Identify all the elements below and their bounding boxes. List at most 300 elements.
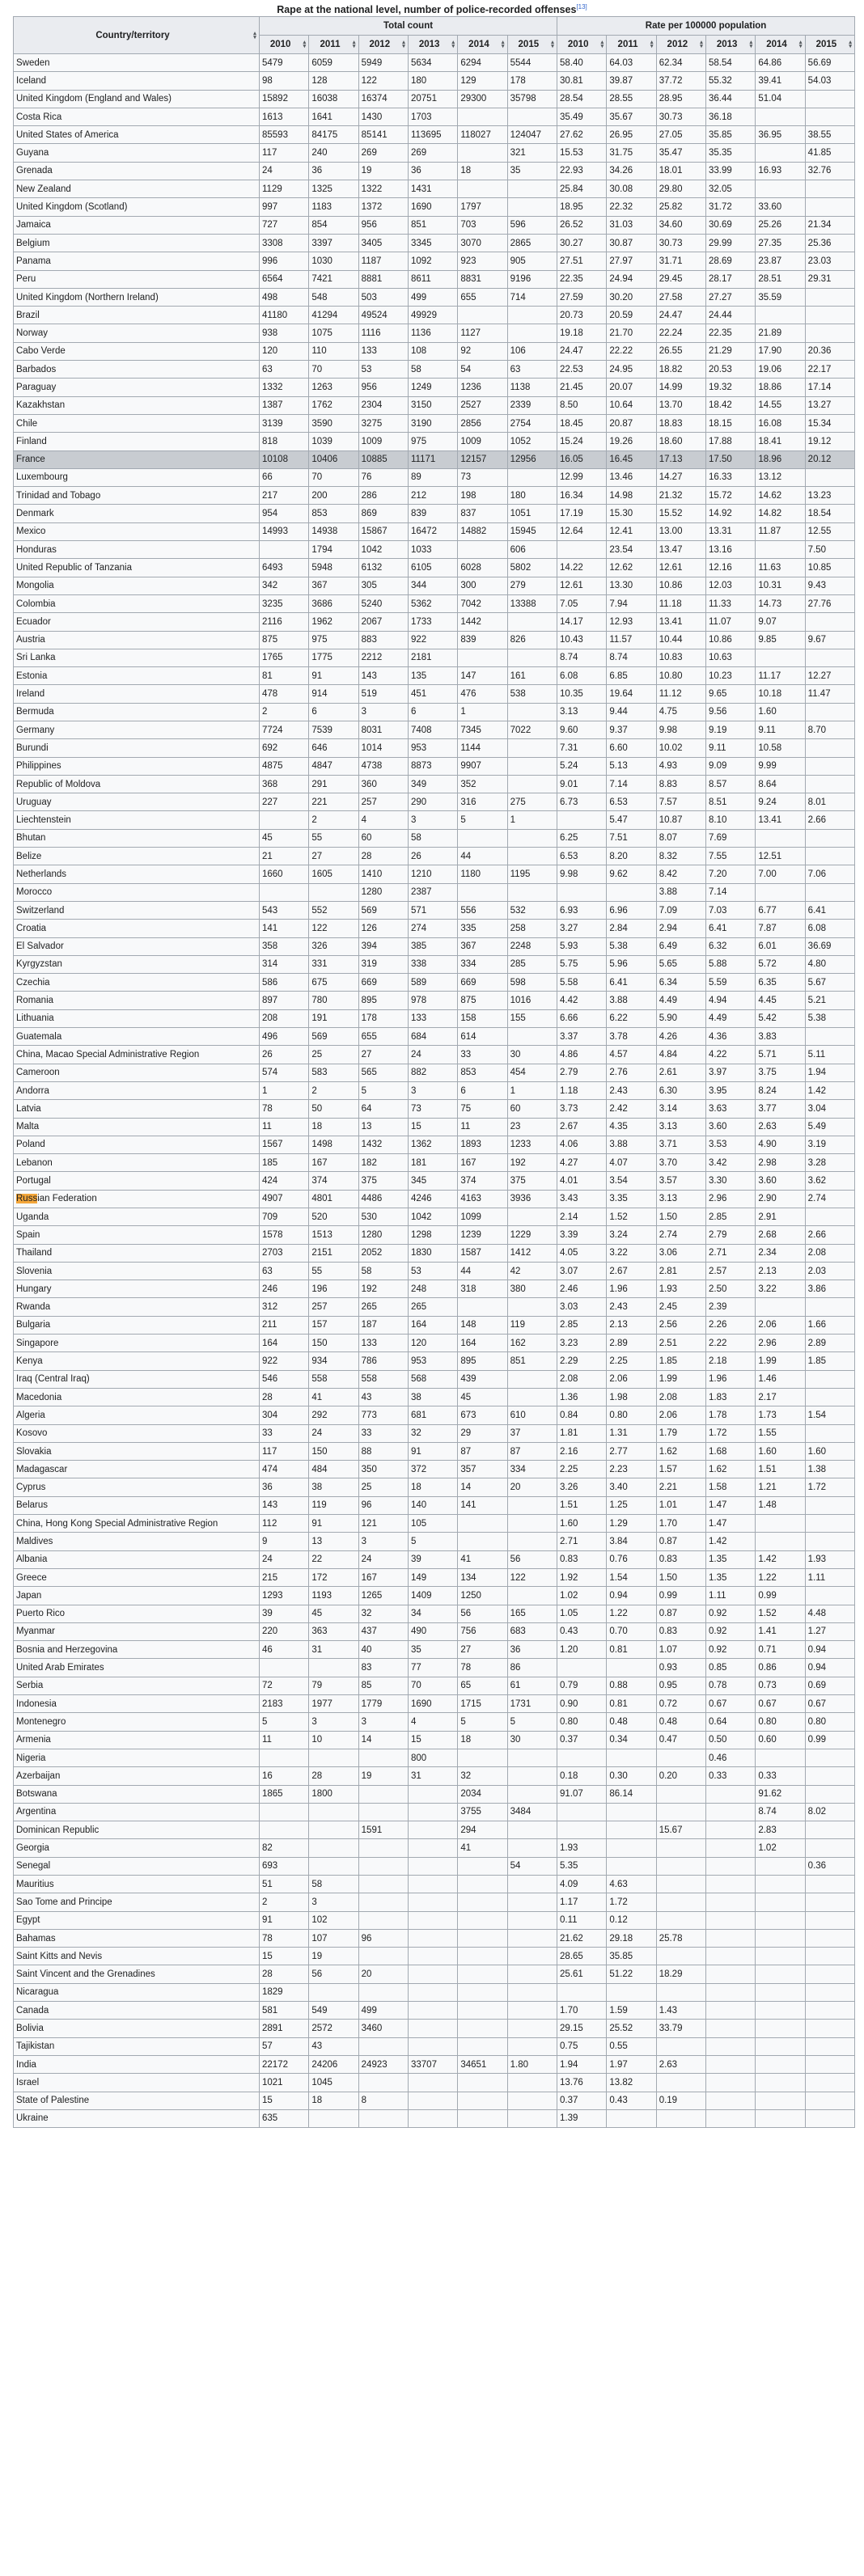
country-cell: Bermuda — [14, 703, 260, 721]
rate-cell: 5.71 — [756, 1046, 805, 1064]
rate-cell — [805, 198, 854, 216]
total-count-cell: 1372 — [358, 198, 408, 216]
table-row — [14, 1659, 855, 1677]
total-count-cell: 975 — [408, 433, 457, 450]
rate-cell: 1.27 — [805, 1622, 854, 1640]
rate-cell: 35.35 — [706, 144, 756, 162]
total-count-cell: 8031 — [358, 721, 408, 738]
country-cell: Trinidad and Tobago — [14, 487, 260, 505]
total-count-cell: 5 — [507, 1713, 557, 1731]
table-row — [14, 1208, 855, 1226]
total-count-cell: 32 — [458, 1767, 507, 1785]
total-count-cell: 1030 — [309, 252, 358, 270]
rate-cell: 1.02 — [756, 1839, 805, 1857]
total-count-cell — [507, 2037, 557, 2055]
total-count-cell — [309, 1983, 358, 2001]
rate-cell: 4.49 — [706, 1009, 756, 1027]
country-cell: Georgia — [14, 1839, 260, 1857]
total-count-cell: 934 — [309, 1352, 358, 1370]
rate-cell: 1.42 — [805, 1081, 854, 1099]
total-count-cell: 211 — [260, 1316, 309, 1334]
total-count-cell: 187 — [358, 1316, 408, 1334]
total-count-cell: 196 — [309, 1280, 358, 1298]
table-row — [14, 992, 855, 1009]
caption-reference-link[interactable]: [13] — [576, 3, 587, 11]
rate-cell: 2.63 — [656, 2055, 705, 2073]
rate-cell: 18.41 — [756, 433, 805, 450]
rate-cell: 7.03 — [706, 901, 756, 919]
rate-cell: 0.30 — [607, 1767, 656, 1785]
total-count-cell: 596 — [507, 216, 557, 234]
rate-cell: 18.45 — [557, 414, 607, 432]
rate-cell: 4.01 — [557, 1172, 607, 1190]
rate-cell — [706, 1929, 756, 1947]
rate-cell: 15.34 — [805, 414, 854, 432]
rate-cell: 9.09 — [706, 757, 756, 775]
rate-cell: 0.46 — [706, 1749, 756, 1766]
rate-cell: 37.72 — [656, 72, 705, 90]
total-count-cell: 956 — [358, 379, 408, 396]
rate-cell: 2.34 — [756, 1244, 805, 1262]
rate-cell: 6.25 — [557, 829, 607, 847]
rate-cell: 23.54 — [607, 541, 656, 559]
table-row — [14, 1587, 855, 1605]
country-cell: United Republic of Tanzania — [14, 559, 260, 577]
total-count-cell: 290 — [408, 793, 457, 811]
rate-cell — [557, 1749, 607, 1766]
rate-cell: 2.83 — [756, 1821, 805, 1839]
total-count-cell: 3275 — [358, 414, 408, 432]
total-count-cell: 143 — [260, 1496, 309, 1514]
rate-cell: 3.14 — [656, 1100, 705, 1118]
rate-cell: 5.88 — [706, 955, 756, 973]
rate-cell — [557, 811, 607, 829]
rate-cell — [607, 1749, 656, 1766]
total-count-cell: 11 — [458, 1118, 507, 1136]
total-count-cell: 248 — [408, 1280, 457, 1298]
rate-cell: 18.83 — [656, 414, 705, 432]
total-count-cell: 4 — [358, 811, 408, 829]
column-header-total-2011[interactable]: 2011 ▴▾ — [309, 36, 358, 54]
column-header-total-2015[interactable]: 2015 ▴▾ — [507, 36, 557, 54]
total-count-cell — [507, 1911, 557, 1929]
rate-cell: 2.67 — [557, 1118, 607, 1136]
rate-cell: 25.36 — [805, 234, 854, 252]
rate-cell: 27.97 — [607, 252, 656, 270]
rate-cell: 13.23 — [805, 487, 854, 505]
column-header-rate-2011[interactable]: 2011 ▴▾ — [607, 36, 656, 54]
total-count-cell: 1410 — [358, 865, 408, 883]
total-count-cell: 548 — [309, 288, 358, 306]
rate-cell: 3.95 — [706, 1081, 756, 1099]
column-header-rate-2013[interactable]: 2013 ▴▾ — [706, 36, 756, 54]
rate-cell: 8.42 — [656, 865, 705, 883]
rate-cell — [706, 1857, 756, 1875]
country-cell: Ecuador — [14, 613, 260, 631]
table-row — [14, 2020, 855, 2037]
rate-cell — [706, 1911, 756, 1929]
total-count-cell: 49929 — [408, 307, 457, 324]
rate-cell: 21.89 — [756, 324, 805, 342]
column-header-rate-2010[interactable]: 2010 ▴▾ — [557, 36, 607, 54]
total-count-cell — [358, 2037, 408, 2055]
rate-cell: 9.62 — [607, 865, 656, 883]
table-row — [14, 1298, 855, 1316]
rate-cell: 7.57 — [656, 793, 705, 811]
rate-cell: 1.35 — [706, 1568, 756, 1586]
total-count-cell: 212 — [408, 487, 457, 505]
rate-cell: 14.55 — [756, 396, 805, 414]
rate-cell: 12.41 — [607, 522, 656, 540]
rate-cell: 1.60 — [756, 1442, 805, 1460]
total-count-cell: 499 — [408, 288, 457, 306]
table-row — [14, 270, 855, 288]
total-count-cell: 50 — [309, 1100, 358, 1118]
total-count-cell: 2151 — [309, 1244, 358, 1262]
column-header-rate-2014[interactable]: 2014 ▴▾ — [756, 36, 805, 54]
country-cell: Colombia — [14, 594, 260, 612]
total-count-cell — [260, 1659, 309, 1677]
rate-cell: 17.90 — [756, 342, 805, 360]
total-count-cell: 63 — [507, 361, 557, 379]
total-count-cell — [507, 1515, 557, 1533]
rate-cell — [756, 1533, 805, 1550]
rate-cell: 1.36 — [557, 1388, 607, 1406]
total-count-cell: 1498 — [309, 1136, 358, 1153]
rate-cell: 2.21 — [656, 1478, 705, 1496]
rate-cell: 27.58 — [656, 288, 705, 306]
total-count-cell: 3484 — [507, 1803, 557, 1821]
country-cell: Denmark — [14, 505, 260, 522]
table-row — [14, 793, 855, 811]
rate-cell: 4.49 — [656, 992, 705, 1009]
total-count-cell: 673 — [458, 1406, 507, 1424]
table-row — [14, 126, 855, 144]
total-count-cell: 140 — [408, 1496, 457, 1514]
rate-cell: 12.03 — [706, 577, 756, 594]
rate-cell: 0.12 — [607, 1911, 656, 1929]
rate-cell: 5.21 — [805, 992, 854, 1009]
total-count-cell: 33707 — [408, 2055, 457, 2073]
total-count-cell: 839 — [408, 505, 457, 522]
country-cell: Kosovo — [14, 1424, 260, 1442]
total-count-cell: 5 — [260, 1713, 309, 1731]
total-count-cell: 6059 — [309, 54, 358, 72]
total-count-cell: 285 — [507, 955, 557, 973]
rate-cell: 21.29 — [706, 342, 756, 360]
total-count-cell: 40 — [358, 1641, 408, 1659]
country-cell: Uganda — [14, 1208, 260, 1226]
total-count-cell: 1715 — [458, 1695, 507, 1713]
total-count-cell — [458, 2109, 507, 2127]
total-count-cell: 569 — [309, 1028, 358, 1046]
rate-cell — [656, 1749, 705, 1766]
table-row — [14, 920, 855, 937]
table-row — [14, 54, 855, 72]
rate-cell: 0.43 — [557, 1622, 607, 1640]
rate-cell: 1.79 — [656, 1424, 705, 1442]
table-row — [14, 180, 855, 198]
rate-cell: 29.18 — [607, 1929, 656, 1947]
rate-cell: 51.04 — [756, 90, 805, 108]
country-cell: Panama — [14, 252, 260, 270]
total-count-cell: 905 — [507, 252, 557, 270]
column-header-total-2013[interactable]: 2013 ▴▾ — [408, 36, 457, 54]
total-count-cell: 55 — [309, 1262, 358, 1280]
total-count-cell: 1641 — [309, 108, 358, 125]
total-count-cell: 1829 — [260, 1983, 309, 2001]
rate-cell — [706, 2055, 756, 2073]
rate-cell: 25.61 — [557, 1965, 607, 1983]
total-count-cell: 498 — [260, 288, 309, 306]
country-cell: Nigeria — [14, 1749, 260, 1766]
total-count-cell: 98 — [260, 72, 309, 90]
rate-cell: 0.33 — [756, 1767, 805, 1785]
table-row — [14, 198, 855, 216]
rate-cell — [756, 1749, 805, 1766]
rate-cell: 18.96 — [756, 450, 805, 468]
total-count-cell: 1014 — [358, 739, 408, 757]
total-count-cell: 997 — [260, 198, 309, 216]
total-count-cell: 18 — [408, 1478, 457, 1496]
rate-cell: 0.83 — [557, 1550, 607, 1568]
rate-cell: 18.95 — [557, 198, 607, 216]
country-cell: Dominican Republic — [14, 1821, 260, 1839]
rate-cell: 35.49 — [557, 108, 607, 125]
table-row — [14, 631, 855, 649]
rate-cell: 4.93 — [656, 757, 705, 775]
column-group-total-count: Total count — [260, 17, 557, 36]
rate-cell: 1.72 — [706, 1424, 756, 1442]
total-count-cell: 49524 — [358, 307, 408, 324]
rate-cell — [607, 1821, 656, 1839]
country-cell: Belarus — [14, 1496, 260, 1514]
total-count-cell: 29 — [458, 1424, 507, 1442]
total-count-cell — [507, 1839, 557, 1857]
total-count-cell: 45 — [309, 1605, 358, 1622]
total-count-cell: 56 — [507, 1550, 557, 1568]
rate-cell — [805, 1388, 854, 1406]
rate-cell: 4.06 — [557, 1136, 607, 1153]
rate-cell: 1.54 — [805, 1406, 854, 1424]
column-header-country[interactable]: Country/territory ▴▾ — [14, 17, 260, 54]
country-cell: United Kingdom (England and Wales) — [14, 90, 260, 108]
total-count-cell — [408, 2037, 457, 2055]
rate-cell: 26.52 — [557, 216, 607, 234]
rate-cell: 2.13 — [756, 1262, 805, 1280]
rate-cell: 20.12 — [805, 450, 854, 468]
country-cell: Montenegro — [14, 1713, 260, 1731]
rate-cell — [756, 2109, 805, 2127]
rate-cell: 2.84 — [607, 920, 656, 937]
rate-cell: 28.54 — [557, 90, 607, 108]
rate-cell: 0.86 — [756, 1659, 805, 1677]
rate-cell — [756, 829, 805, 847]
rate-cell: 35.67 — [607, 108, 656, 125]
total-count-cell: 1731 — [507, 1695, 557, 1713]
total-count-cell: 367 — [309, 577, 358, 594]
total-count-cell: 1127 — [458, 324, 507, 342]
rate-cell: 6.35 — [756, 974, 805, 992]
total-count-cell: 15 — [260, 2092, 309, 2109]
country-cell: Kazakhstan — [14, 396, 260, 414]
rate-cell: 1.38 — [805, 1461, 854, 1478]
table-row — [14, 487, 855, 505]
rate-cell: 24.47 — [557, 342, 607, 360]
rate-cell — [557, 1983, 607, 2001]
rate-cell — [805, 1424, 854, 1442]
total-count-cell — [458, 2037, 507, 2055]
total-count-cell: 215 — [260, 1568, 309, 1586]
total-count-cell: 33 — [458, 1046, 507, 1064]
total-count-cell: 91 — [309, 667, 358, 685]
total-count-cell: 217 — [260, 487, 309, 505]
total-count-cell — [507, 2109, 557, 2127]
total-count-cell — [507, 108, 557, 125]
rate-cell: 14.62 — [756, 487, 805, 505]
total-count-cell: 1250 — [458, 1587, 507, 1605]
total-count-cell: 35 — [507, 162, 557, 180]
total-count-cell: 1009 — [358, 433, 408, 450]
total-count-cell — [358, 2109, 408, 2127]
total-count-cell: 1412 — [507, 1244, 557, 1262]
total-count-cell — [507, 1767, 557, 1785]
rate-cell: 13.16 — [706, 541, 756, 559]
rate-cell: 22.93 — [557, 162, 607, 180]
country-cell: Finland — [14, 433, 260, 450]
table-row — [14, 450, 855, 468]
total-count-cell: 520 — [309, 1208, 358, 1226]
total-count-cell — [408, 1983, 457, 2001]
rate-cell — [756, 2020, 805, 2037]
total-count-cell: 9196 — [507, 270, 557, 288]
rate-cell: 0.85 — [706, 1659, 756, 1677]
rate-cell: 6.41 — [706, 920, 756, 937]
rate-cell: 0.87 — [656, 1533, 705, 1550]
rate-cell: 1.60 — [805, 1442, 854, 1460]
total-count-cell: 108 — [408, 342, 457, 360]
rate-cell — [756, 1929, 805, 1947]
total-count-cell: 78 — [260, 1100, 309, 1118]
total-count-cell: 1249 — [408, 379, 457, 396]
total-count-cell: 141 — [260, 920, 309, 937]
total-count-cell: 675 — [309, 974, 358, 992]
rate-cell: 1.52 — [756, 1605, 805, 1622]
total-count-cell: 380 — [507, 1280, 557, 1298]
total-count-cell: 1052 — [507, 433, 557, 450]
rate-cell: 1.02 — [557, 1587, 607, 1605]
rate-cell: 3.43 — [557, 1190, 607, 1208]
rate-cell: 3.78 — [607, 1028, 656, 1046]
total-count-cell: 2865 — [507, 234, 557, 252]
rate-cell: 29.31 — [805, 270, 854, 288]
total-count-cell: 73 — [458, 468, 507, 486]
total-count-cell: 321 — [507, 144, 557, 162]
column-header-total-2012[interactable]: 2012 ▴▾ — [358, 36, 408, 54]
total-count-cell: 162 — [507, 1335, 557, 1352]
total-count-cell: 5240 — [358, 594, 408, 612]
total-count-cell: 15867 — [358, 522, 408, 540]
rate-cell: 4.86 — [557, 1046, 607, 1064]
total-count-cell: 15892 — [260, 90, 309, 108]
rate-cell: 36.95 — [756, 126, 805, 144]
country-cell: Republic of Moldova — [14, 775, 260, 793]
total-count-cell: 86 — [507, 1659, 557, 1677]
total-count-cell: 60 — [358, 829, 408, 847]
total-count-cell — [507, 307, 557, 324]
total-count-cell — [260, 883, 309, 901]
rate-cell: 2.25 — [557, 1461, 607, 1478]
rate-cell: 26.95 — [607, 126, 656, 144]
rate-cell: 1.54 — [607, 1568, 656, 1586]
rate-cell: 5.72 — [756, 955, 805, 973]
country-cell: Guyana — [14, 144, 260, 162]
total-count-cell: 1280 — [358, 883, 408, 901]
table-row — [14, 1352, 855, 1370]
rate-cell: 2.96 — [706, 1190, 756, 1208]
rate-cell: 4.48 — [805, 1605, 854, 1622]
total-count-cell — [408, 1839, 457, 1857]
total-count-cell: 424 — [260, 1172, 309, 1190]
total-count-cell: 33 — [358, 1424, 408, 1442]
total-count-cell: 91 — [309, 1515, 358, 1533]
rate-cell: 33.99 — [706, 162, 756, 180]
rate-cell — [805, 1587, 854, 1605]
rate-cell: 2.06 — [607, 1370, 656, 1388]
column-header-total-2014[interactable]: 2014 ▴▾ — [458, 36, 507, 54]
rate-cell: 9.24 — [756, 793, 805, 811]
total-count-cell: 27 — [458, 1641, 507, 1659]
rate-cell: 12.64 — [557, 522, 607, 540]
rate-cell: 0.76 — [607, 1550, 656, 1568]
total-count-cell: 56 — [458, 1605, 507, 1622]
total-count-cell: 39 — [260, 1605, 309, 1622]
total-count-cell: 24 — [408, 1046, 457, 1064]
total-count-cell: 208 — [260, 1009, 309, 1027]
rate-cell: 10.64 — [607, 396, 656, 414]
total-count-cell: 581 — [260, 2002, 309, 2020]
rate-cell: 20.59 — [607, 307, 656, 324]
total-count-cell: 4163 — [458, 1190, 507, 1208]
total-count-cell: 3755 — [458, 1803, 507, 1821]
rate-cell: 0.50 — [706, 1731, 756, 1749]
rate-cell: 0.37 — [557, 1731, 607, 1749]
rate-cell: 3.57 — [656, 1172, 705, 1190]
rate-cell: 4.26 — [656, 1028, 705, 1046]
total-count-cell — [358, 1857, 408, 1875]
total-count-cell: 568 — [408, 1370, 457, 1388]
country-cell: Switzerland — [14, 901, 260, 919]
rate-cell: 2.67 — [607, 1262, 656, 1280]
column-header-rate-2015[interactable]: 2015 ▴▾ — [805, 36, 854, 54]
total-count-cell: 178 — [507, 72, 557, 90]
rate-cell — [557, 883, 607, 901]
rate-cell: 2.85 — [557, 1316, 607, 1334]
rate-cell: 25.78 — [656, 1929, 705, 1947]
total-count-cell — [458, 2074, 507, 2092]
total-count-cell: 167 — [358, 1568, 408, 1586]
total-count-cell: 18 — [458, 162, 507, 180]
column-header-rate-2012[interactable]: 2012 ▴▾ — [656, 36, 705, 54]
country-cell: Peru — [14, 270, 260, 288]
total-count-cell: 922 — [260, 1352, 309, 1370]
total-count-cell — [507, 649, 557, 666]
column-header-total-2010[interactable]: 2010 ▴▾ — [260, 36, 309, 54]
total-count-cell: 34 — [408, 1605, 457, 1622]
rate-cell: 2.85 — [706, 1208, 756, 1226]
rate-cell — [756, 1857, 805, 1875]
total-count-cell: 82 — [260, 1839, 309, 1857]
